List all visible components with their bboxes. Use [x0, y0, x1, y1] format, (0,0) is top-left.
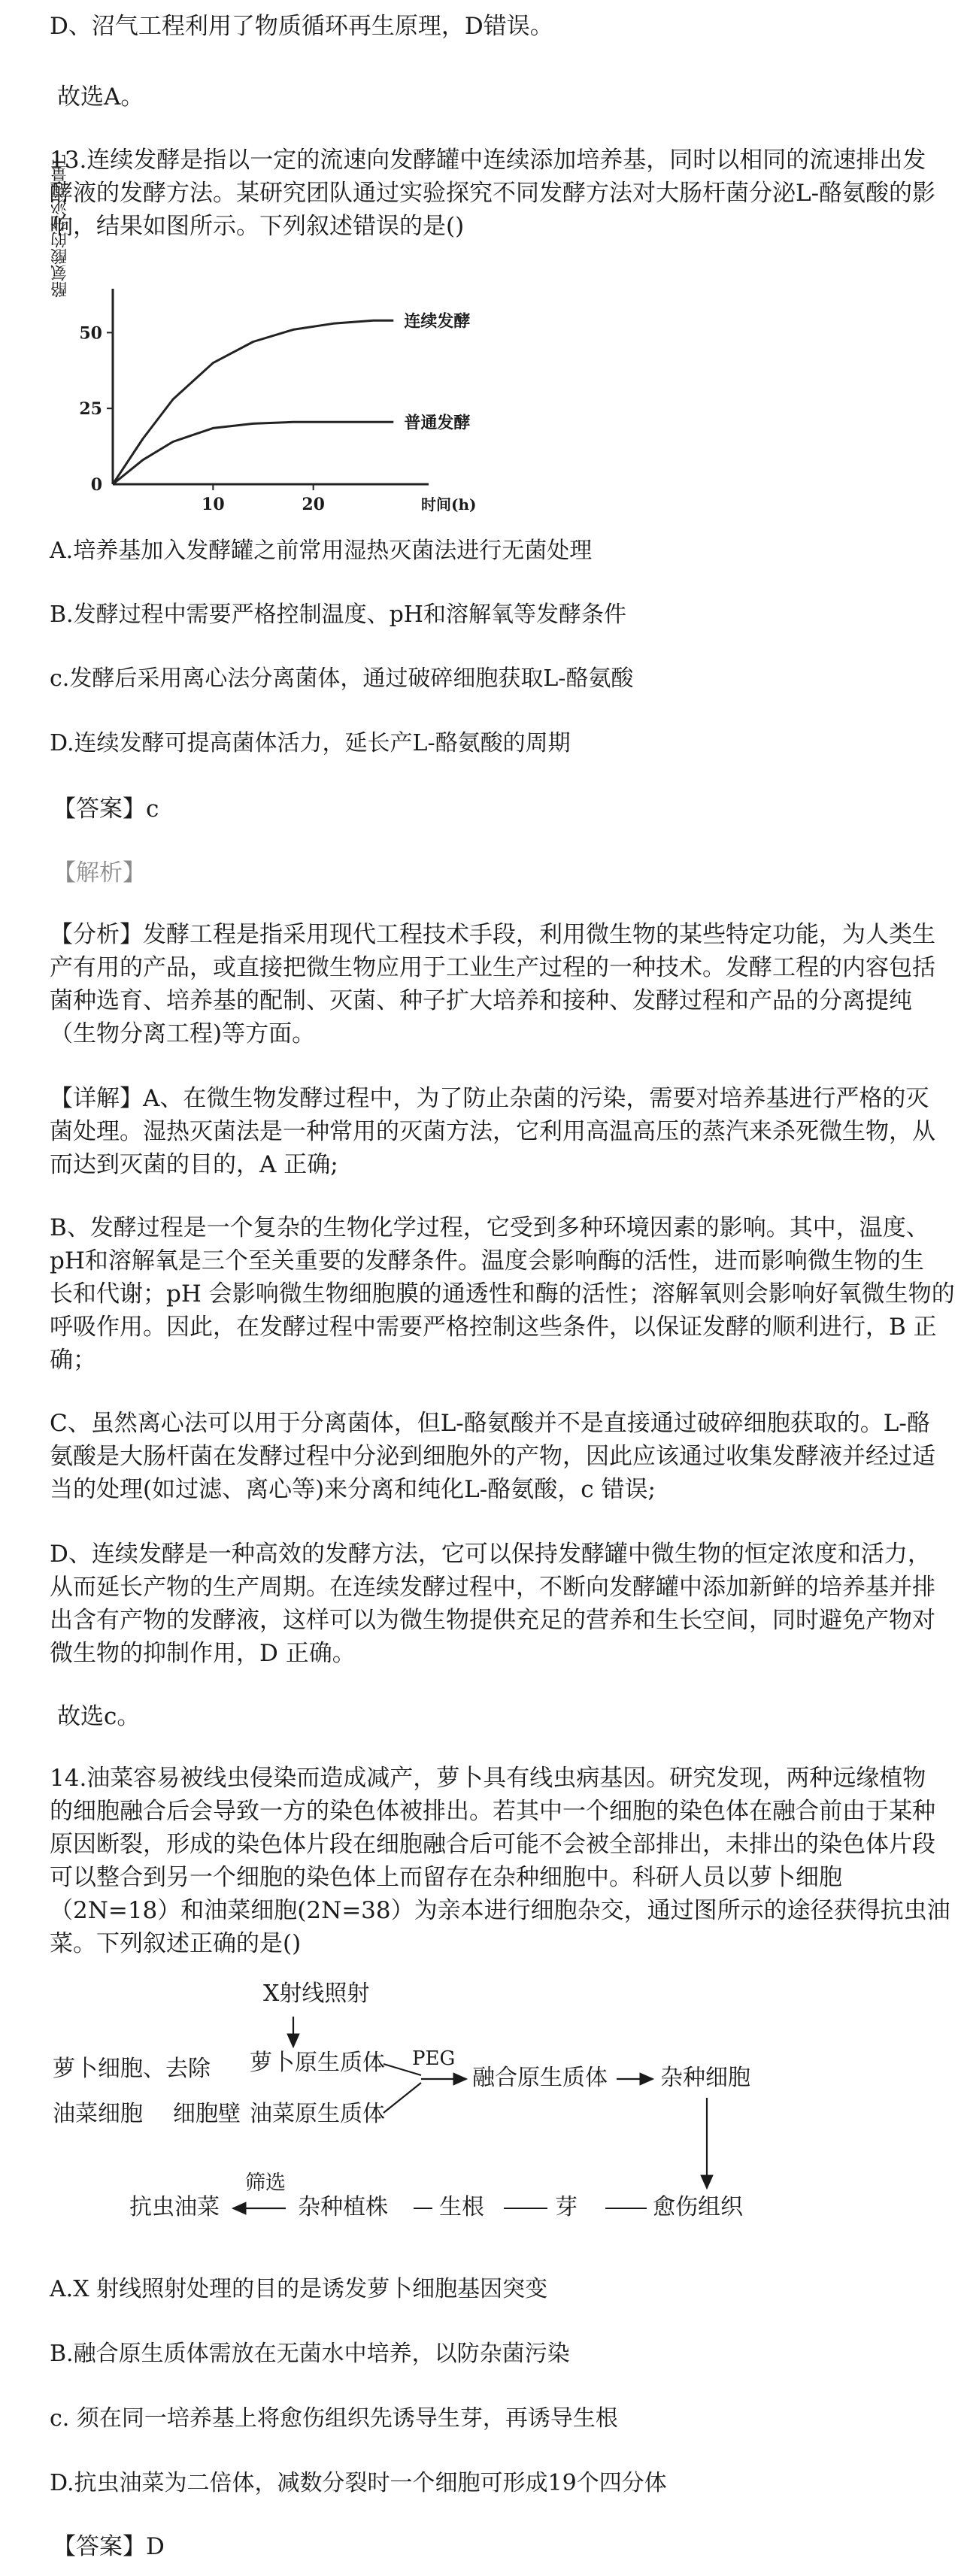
- question-14-stem: 菜。下列叙述正确的是(): [50, 1930, 302, 1957]
- option-13-b: B.发酵过程中需要严格控制温度、pH和溶解氧等发酵条件: [50, 602, 626, 628]
- option-13-c: c.发酵后采用离心法分离菌体，通过破碎细胞获取L-酪氨酸: [50, 665, 634, 692]
- answer-14: 【答案】D: [53, 2533, 165, 2560]
- series-line-1: [113, 320, 393, 484]
- detail-d-text: 从而延长产物的生产周期。在连续发酵过程中，不断向发酵罐中添加新鲜的培养基并排: [50, 1574, 935, 1601]
- x-axis-label: 时间(h): [421, 496, 477, 514]
- option-14-a: A.X 射线照射处理的目的是诱发萝卜细胞基因突变: [50, 2276, 548, 2302]
- label-rape-protoplast: 油菜原生质体: [250, 2101, 385, 2127]
- detail-d-text: 出含有产物的发酵液，这样可以为微生物提供充足的营养和生长空间，同时避免产物对: [50, 1607, 935, 1634]
- text-line: 故选A。: [57, 83, 144, 111]
- y-tick-label: 0: [90, 475, 102, 495]
- detail-d-text: 微生物的抑制作用，D 正确。: [50, 1640, 356, 1667]
- analysis-text: 产有用的产品，或直接把微生物应用于工业生产过程的一种技术。发酵工程的内容包括: [50, 954, 935, 981]
- label-screen: 筛选: [245, 2171, 286, 2195]
- label-hybrid-cell: 杂种细胞: [660, 2065, 750, 2091]
- label-cell-wall: 细胞壁: [173, 2101, 241, 2127]
- question-14-stem: 原因断裂，形成的染色体片段在细胞融合后可能不会被全部排出，未排出的染色体片段: [50, 1831, 935, 1858]
- detail-text: 【详解】A、在微生物发酵过程中，为了防止杂菌的污染，需要对培养基进行严格的灭: [50, 1085, 929, 1112]
- label-radish-cell: 萝卜细胞、去除: [53, 2056, 211, 2082]
- detail-b-text: 呼吸作用。因此，在发酵过程中需要严格控制这些条件，以保证发酵的顺利进行，B 正: [50, 1314, 937, 1341]
- y-tick-label: 25: [79, 399, 102, 420]
- analysis-text: 【分析】发酵工程是指采用现代工程技术手段，利用微生物的某些特定功能，为人类生: [50, 921, 935, 948]
- series-line-2: [113, 422, 393, 484]
- label-resistant-rape: 抗虫油菜: [129, 2194, 220, 2220]
- question-14-stem: 可以整合到另一个细胞的染色体上而留存在杂种细胞中。科研人员以萝卜细胞: [50, 1864, 842, 1891]
- analysis-heading: 【解析】: [53, 859, 146, 886]
- arrow-merge-bottom: [384, 2083, 421, 2113]
- question-13-stem: 响，结果如图所示。下列叙述错误的是(): [50, 213, 465, 240]
- y-tick-label: 50: [79, 323, 102, 344]
- label-peg: PEG: [412, 2047, 456, 2070]
- label-hybrid-plant: 杂种植株: [298, 2194, 388, 2220]
- detail-b-text: B、发酵过程是一个复杂的生物化学过程，它受到多种环境因素的影响。其中，温度、: [50, 1214, 929, 1241]
- question-14-stem: 14.油菜容易被线虫侵染而造成减产，萝卜具有线虫病基因。研究发现，两种远缘植物: [50, 1765, 926, 1792]
- analysis-text: 菌种选育、培养基的配制、灭菌、种子扩大培养和接种、发酵过程和产品的分离提纯: [50, 987, 912, 1014]
- choice-13: 故选c。: [57, 1703, 141, 1730]
- option-13-a: A.培养基加入发酵罐之前常用湿热灭菌法进行无菌处理: [50, 538, 593, 564]
- option-13-d: D.连续发酵可提高菌体活力，延长产L-酪氨酸的周期: [50, 730, 571, 756]
- x-tick-label: 20: [302, 495, 325, 514]
- detail-b-text: pH和溶解氧是三个至关重要的发酵条件。温度会影响酶的活性，进而影响微生物的生: [50, 1247, 924, 1274]
- label-fused-protoplast: 融合原生质体: [472, 2065, 608, 2091]
- label-rape-cell: 油菜细胞: [53, 2101, 143, 2127]
- option-14-c: c. 须在同一培养基上将愈伤组织先诱导生芽，再诱导生根: [50, 2405, 618, 2432]
- cell-hybridization-diagram: [45, 1980, 872, 2308]
- option-14-d: D.抗虫油菜为二倍体，减数分裂时一个细胞可形成19个四分体: [50, 2470, 667, 2496]
- label-xray: X射线照射: [263, 1980, 370, 2007]
- label-radish-protoplast: 萝卜原生质体: [250, 2050, 385, 2076]
- question-14-stem: 的细胞融合后会导致一方的染色体被排出。若其中一个细胞的染色体在融合前由于某种: [50, 1798, 935, 1825]
- detail-c-text: 当的处理(如过滤、离心等)来分离和纯化L-酪氨酸，c 错误;: [50, 1476, 656, 1503]
- analysis-text: （生物分离工程)等方面。: [50, 1020, 316, 1047]
- detail-b-text: 长和代谢；pH 会影响微生物细胞膜的通透性和酶的活性；溶解氧则会影响好氧微生物的: [50, 1280, 955, 1308]
- label-root: 生根: [439, 2194, 484, 2220]
- detail-c-text: C、虽然离心法可以用于分离菌体，但L-酪氨酸并不是直接通过破碎细胞获取的。L-酪: [50, 1410, 930, 1437]
- answer-13: 【答案】c: [53, 796, 159, 823]
- series-label-2: 普通发酵: [404, 413, 471, 433]
- question-14-stem: （2N=18）和油菜细胞(2N=38）为亲本进行细胞杂交，通过图所示的途径获得抗虫油: [50, 1897, 950, 1924]
- label-callus: 愈伤组织: [653, 2194, 743, 2220]
- series-label-1: 连续发酵: [404, 311, 471, 332]
- text-line: D、沼气工程利用了物质循环再生原理，D错误。: [50, 13, 553, 40]
- label-bud: 芽: [555, 2194, 578, 2220]
- detail-b-text: 确；: [50, 1347, 96, 1374]
- detail-text: 而达到灭菌的目的，A 正确;: [50, 1151, 338, 1178]
- detail-c-text: 氨酸是大肠杆菌在发酵过程中分泌到细胞外的产物，因此应该通过收集发酵液并经过适: [50, 1443, 935, 1470]
- detail-d-text: D、连续发酵是一种高效的发酵方法，它可以保持发酵罐中微生物的恒定浓度和活力，: [50, 1541, 931, 1568]
- question-13-stem: 13.连续发酵是指以一定的流速向发酵罐中连续添加培养基，同时以相同的流速排出发: [50, 147, 926, 174]
- detail-text: 菌处理。湿热灭菌法是一种常用的灭菌方法，它利用高温高压的蒸汽来杀死微生物，从: [50, 1118, 935, 1145]
- x-tick-label: 10: [202, 495, 225, 514]
- option-14-b: B.融合原生质体需放在无菌水中培养，以防杂菌污染: [50, 2341, 570, 2367]
- y-axis-label: 酪氨酸的分泌总量L: [50, 154, 70, 298]
- question-13-stem: 酵液的发酵方法。某研究团队通过实验探究不同发酵方法对大肠杆菌分泌L-酪氨酸的影: [50, 180, 936, 207]
